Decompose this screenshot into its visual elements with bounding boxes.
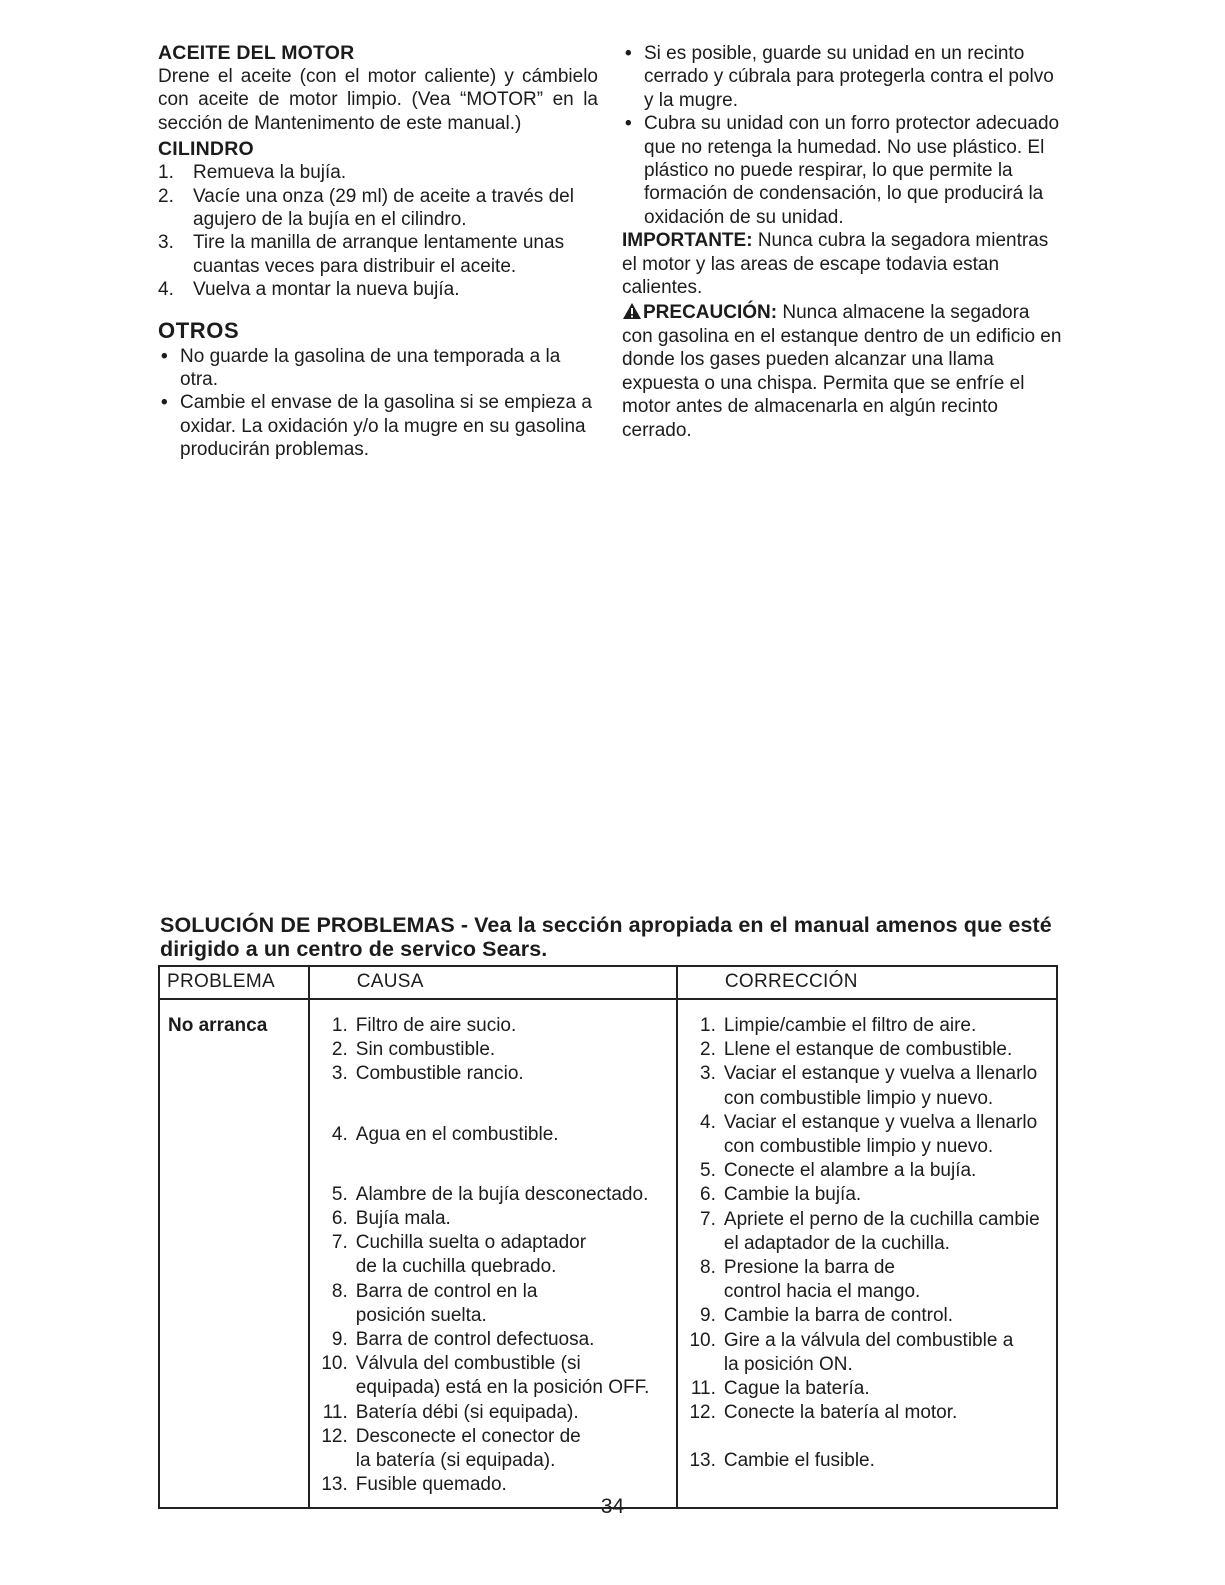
storage-list [622,42,1062,229]
cause-number: 11. [322,1401,348,1423]
cause-item [318,1473,672,1497]
correction-item [686,1256,1052,1304]
correction-text: Conecte el alambre a la bujía. [723,1160,977,1182]
cause-text: Filtro de aire sucio. [355,1015,517,1036]
cause-number: 2. [331,1039,348,1061]
importante-label: IMPORTANTE: [622,230,753,252]
item-number: 3. [158,232,174,254]
item-number: 1. [158,162,174,184]
bullet-icon: • [161,392,168,414]
correction-text: Apriete el perno de la cuchilla cambie el adaptador de la cuchilla. [723,1208,1040,1254]
header-causa: CAUSA [309,966,677,999]
troubleshooting-table [158,965,1058,1509]
cause-text: Alambre de la bujía desconectado. [355,1183,649,1205]
list-item [158,391,598,461]
left-column [158,42,598,462]
correction-text: Vaciar el estanque y vuelva a llenarlo con combustible limpio y nuevo. [723,1063,1038,1109]
cause-number: 13. [321,1474,348,1496]
aceite-text: Drene el aceite (con el motor caliente) y cámbielo con aceite de motor limpio. (Vea “MOTOR” en la sección de Mantenimento de este manual.) [158,66,598,134]
table-row [159,999,1057,1508]
correction-text: Limpie/cambie el filtro de aire. [723,1015,977,1036]
cause-item [318,1014,672,1038]
cause-number: 9. [331,1329,348,1351]
correction-item [686,1062,1052,1110]
cause-item [318,1352,672,1400]
list-item [622,42,1062,112]
causes-cell [309,999,677,1508]
bullet-icon: • [161,345,168,367]
cause-text: Desconecte el conector de la batería (si equipada). [355,1425,581,1472]
correction-number: 13. [689,1450,716,1472]
correction-number: 1. [700,1015,716,1036]
correction-item [686,1304,1052,1328]
otros-heading: OTROS [158,317,240,343]
bullet-icon: • [625,113,632,135]
header-problema: PROBLEMA [159,966,309,999]
cause-text: Sin combustible. [355,1039,496,1061]
otros-list [158,345,598,462]
cause-item [318,1328,672,1352]
aceite-heading: ACEITE DEL MOTOR [158,42,355,64]
item-text: Vuelva a montar la nueva bujía. [193,279,460,301]
cilindro-list [158,161,598,301]
cause-number: 8. [331,1280,348,1302]
item-text: Cambie el envase de la gasolina si se empieza a oxidar. La oxidación y/o la mugre en su gasolina producirán problemas. [180,392,592,461]
problem-cell: No arranca [159,999,309,1508]
list-item [158,231,598,278]
warning-triangle-icon [622,302,642,320]
cilindro-heading: CILINDRO [158,138,254,161]
item-text: Vacíe una onza (29 ml) de aceite a través del agujero de la bujía en el cilindro. [193,185,574,231]
list-item [158,345,598,392]
correction-text: Cambie la bujía. [723,1184,862,1206]
list-item [158,161,598,184]
correction-number: 5. [700,1160,716,1182]
cause-text: Batería débi (si equipada). [355,1401,579,1423]
correction-text: Llene el estanque de combustible. [723,1039,1013,1061]
item-text: Si es posible, guarde su unidad en un recinto cerrado y cúbrala para protegerla contra el polvo y la mugre. [644,43,1054,111]
correction-number: 3. [700,1063,716,1085]
correction-item [686,1401,1052,1425]
correction-number: 6. [700,1184,716,1206]
precaucion-label: PRECAUCIÓN: [643,302,778,324]
precaucion-text: Nunca almacene la segadora con gasolina en el estanque dentro de un edificio en donde los gases pueden alcanzar una llama expuesta o una chispa. Permita que se enfríe el motor antes de almacenarla en algún recinto cerrado. [622,302,1062,441]
cause-number: 1. [331,1015,348,1036]
correction-item [686,1111,1052,1159]
header-correccion: CORRECCIÓN [677,966,1057,999]
cause-item [318,1183,672,1207]
item-number: 2. [158,185,174,207]
correction-text: Cambie el fusible. [723,1450,875,1472]
cause-item [318,1038,672,1062]
item-text: Tire la manilla de arranque lentamente unas cuantas veces para distribuir el aceite. [193,232,565,277]
item-text: Remueva la bujía. [193,162,347,184]
correction-text: Vaciar el estanque y vuelva a llenarlo con combustible limpio y nuevo. [723,1111,1038,1158]
cause-item [318,1062,672,1086]
cause-item [318,1425,672,1473]
cause-number: 6. [331,1208,348,1230]
correction-text: Presione la barra de control hacia el mango. [723,1257,921,1303]
correction-item [686,1183,1052,1207]
right-column [622,42,1062,442]
correction-item [686,1159,1052,1183]
item-text: Cubra su unidad con un forro protector adecuado que no retenga la humedad. No use plástico. El plástico no puede respirar, lo que permite la formación de condensación, lo que producirá la oxidación de su unidad. [644,113,1060,228]
cause-number: 12. [321,1425,348,1447]
troubleshooting-title: SOLUCIÓN DE PROBLEMAS - Vea la sección apropiada en el manual amenos que esté dirigido a un centro de servico Sears. [160,913,1052,961]
cause-number: 3. [331,1063,348,1085]
cause-text: Válvula del combustible (si equipada) está en la posición OFF. [355,1353,650,1399]
correction-item [686,1329,1052,1377]
correction-number: 12. [689,1402,716,1424]
importante-text: Nunca cubra la segadora mientras el motor y las areas de escape todavia estan calientes. [622,230,1049,299]
cause-text: Combustible rancio. [355,1063,524,1085]
cause-item [318,1401,672,1425]
precaucion-note [622,301,1062,441]
cause-item [318,1280,672,1328]
list-item [622,112,1062,229]
correction-number: 10. [689,1329,716,1351]
correction-text: Cague la batería. [723,1378,870,1400]
cause-text: Barra de control defectuosa. [355,1329,595,1351]
correction-item [686,1038,1052,1062]
correction-number: 11. [690,1378,716,1400]
cause-number: 10. [321,1353,348,1375]
cause-number: 7. [331,1232,348,1254]
correction-item [686,1377,1052,1401]
cause-number: 4. [331,1123,348,1145]
correction-number: 7. [700,1208,716,1230]
list-item [158,185,598,232]
correction-text: Gire a la válvula del combustible a la posición ON. [723,1329,1014,1375]
importante-note [622,229,1062,299]
correction-number: 8. [700,1257,716,1279]
bullet-icon: • [625,43,632,64]
cause-item [318,1207,672,1231]
cause-text: Fusible quemado. [355,1474,507,1496]
page-number: 34 [600,1495,625,1518]
item-text: No guarde la gasolina de una temporada a la otra. [180,345,561,391]
list-item [158,278,598,301]
correction-number: 4. [700,1111,716,1133]
cause-text: Agua en el combustible. [355,1123,559,1145]
cause-item [318,1231,672,1279]
corrections-cell [677,999,1057,1508]
correction-number: 2. [700,1039,716,1061]
correction-item [686,1449,1052,1473]
cause-text: Cuchilla suelta o adaptador de la cuchilla quebrado. [355,1232,587,1278]
table-header-row [159,966,1057,999]
correction-text: Cambie la barra de control. [723,1305,954,1327]
cause-number: 5. [331,1183,348,1205]
item-number: 4. [158,279,174,301]
cause-text: Barra de control en la posición suelta. [355,1280,538,1326]
correction-item [686,1014,1052,1038]
cause-item [318,1123,672,1147]
correction-number: 9. [700,1305,716,1327]
correction-item [686,1208,1052,1256]
correction-text: Conecte la batería al motor. [723,1402,958,1424]
cause-text: Bujía mala. [355,1208,451,1230]
